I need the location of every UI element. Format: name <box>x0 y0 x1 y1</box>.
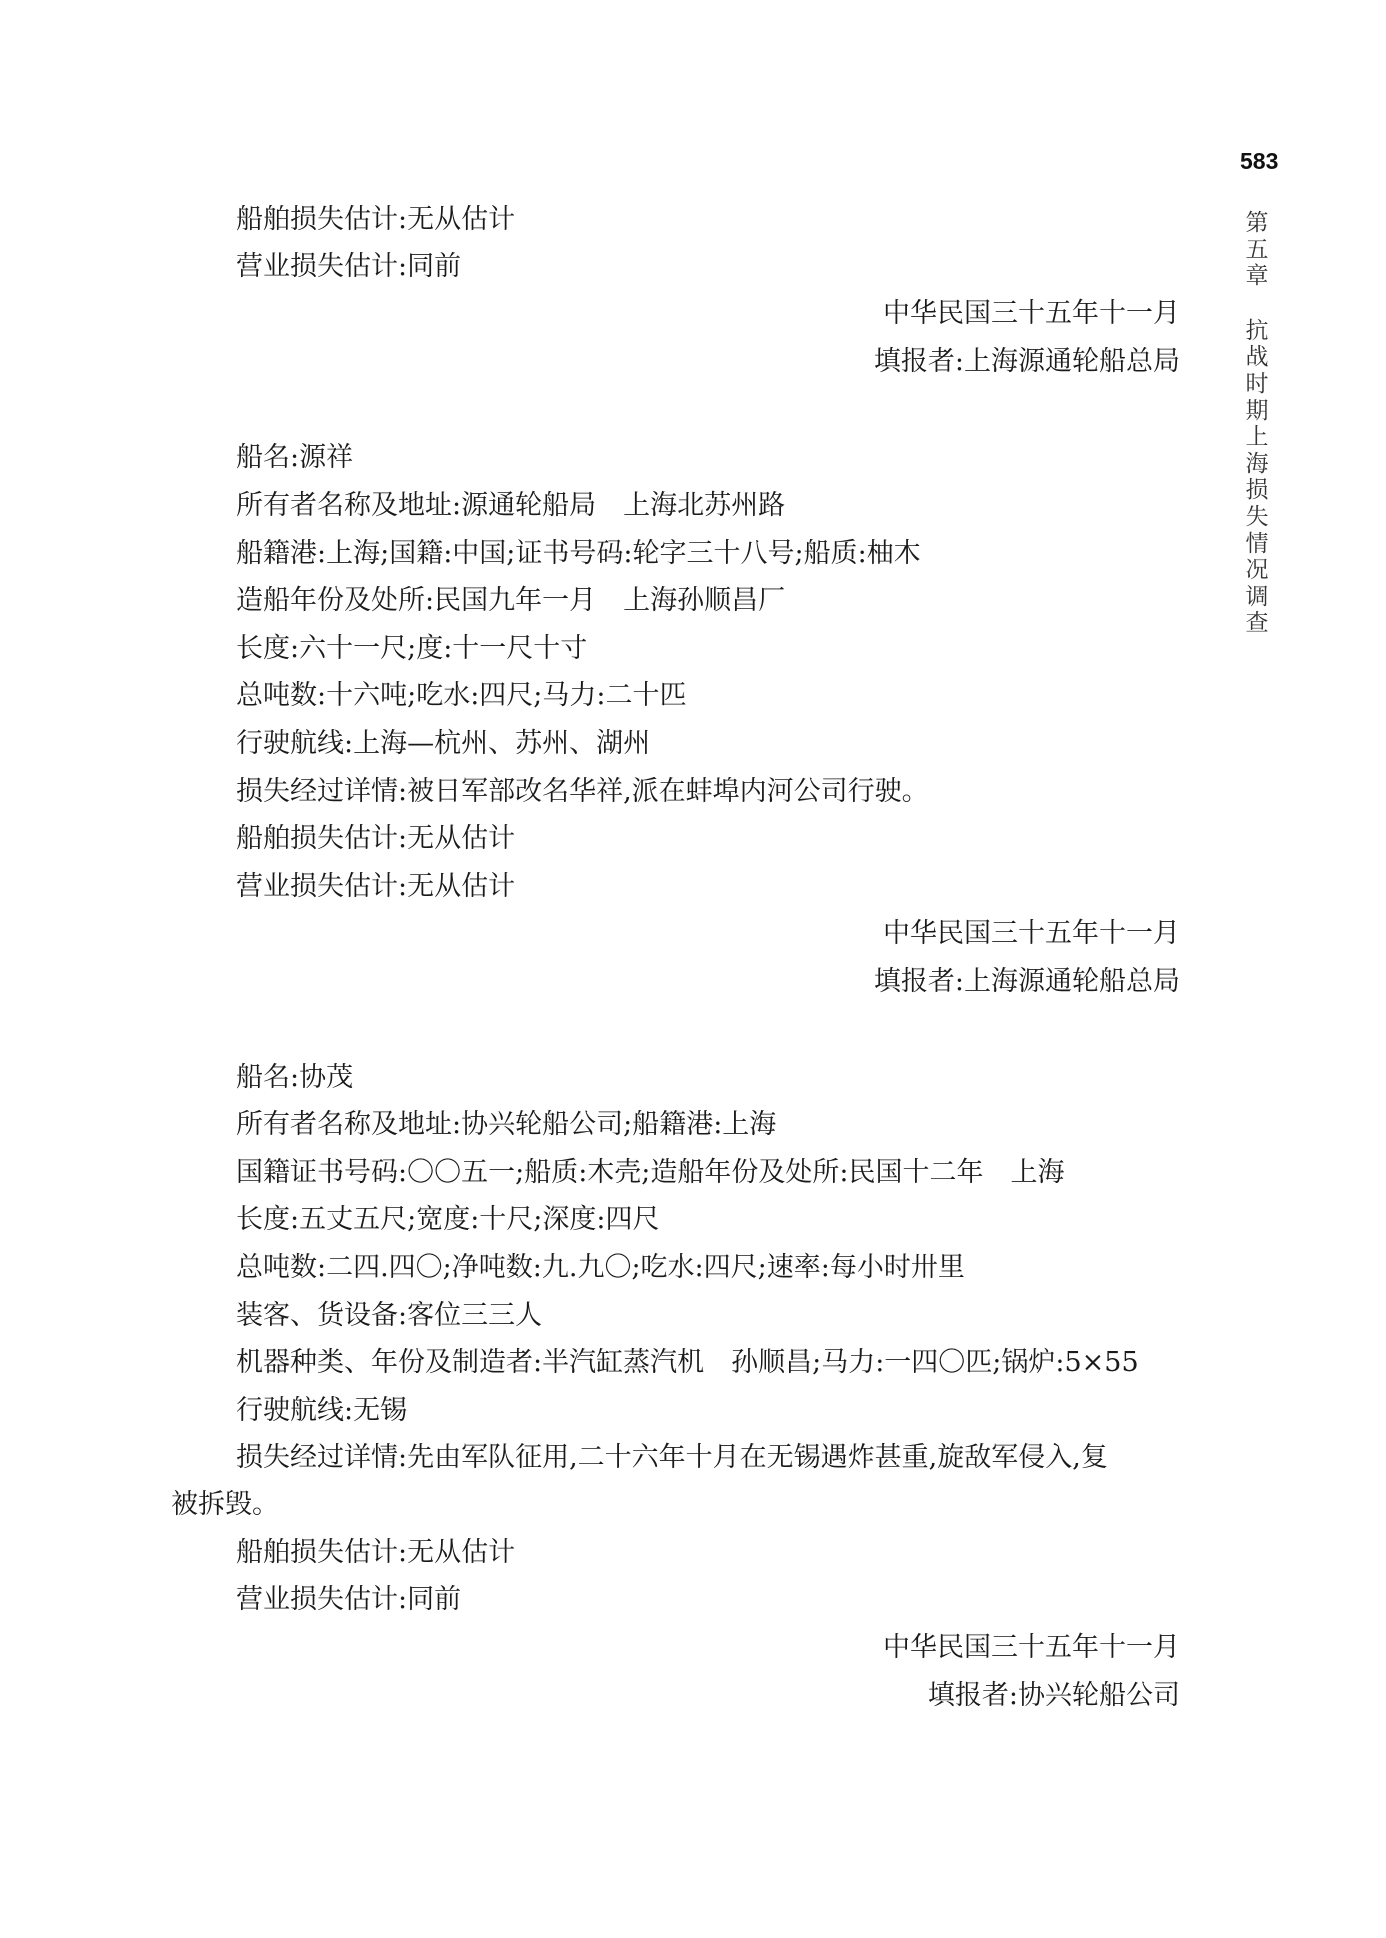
chapter-title-char: 情 <box>1245 530 1269 557</box>
section2-dimensions: 长度:六十一尺;度:十一尺十寸 <box>236 633 588 664</box>
section3-dimensions: 长度:五丈五尺;宽度:十尺;深度:四尺 <box>236 1204 660 1235</box>
section3-equipment: 装客、货设备:客位三三人 <box>236 1300 543 1331</box>
section3-tonnage: 总吨数:二四.四〇;净吨数:九.九〇;吃水:四尺;速率:每小时卅里 <box>236 1252 965 1283</box>
section2-owner: 所有者名称及地址:源通轮船局 上海北苏州路 <box>236 490 786 521</box>
section3-route: 行驶航线:无锡 <box>236 1395 408 1426</box>
section3-ship-loss: 船舶损失估计:无从估计 <box>236 1537 516 1568</box>
chapter-title-char: 五 <box>1245 236 1269 263</box>
section2-ship-loss: 船舶损失估计:无从估计 <box>236 823 516 854</box>
section2-built: 造船年份及处所:民国九年一月 上海孙顺昌厂 <box>236 585 786 616</box>
section3-owner: 所有者名称及地址:协兴轮船公司;船籍港:上海 <box>236 1109 777 1140</box>
section3-ship-name: 船名:协茂 <box>236 1062 354 1093</box>
section2-route: 行驶航线:上海—杭州、苏州、湖州 <box>236 728 651 759</box>
chapter-title-char: 调 <box>1245 583 1269 610</box>
chapter-title-char: 查 <box>1245 610 1269 637</box>
section2-loss-detail: 损失经过详情:被日军部改名华祥,派在蚌埠内河公司行驶。 <box>236 776 929 807</box>
chapter-title-char: 期 <box>1245 397 1269 424</box>
section2-business-loss: 营业损失估计:无从估计 <box>236 871 516 902</box>
section3-reporter: 填报者:协兴轮船公司 <box>927 1680 1180 1711</box>
chapter-title-char: 章 <box>1245 263 1269 290</box>
section3-loss-detail: 损失经过详情:先由军队征用,二十六年十月在无锡遇炸甚重,旋敌军侵入,复 <box>236 1442 1108 1473</box>
chapter-title-char: 损 <box>1245 477 1269 504</box>
section2-reporter: 填报者:上海源通轮船总局 <box>873 966 1180 997</box>
chapter-title-char: 上 <box>1245 424 1269 451</box>
section3-business-loss: 营业损失估计:同前 <box>236 1584 462 1615</box>
section1-business-loss: 营业损失估计:同前 <box>236 251 462 282</box>
chapter-title-char: 失 <box>1245 503 1269 530</box>
section1-ship-loss: 船舶损失估计:无从估计 <box>236 204 516 235</box>
chapter-title-char: 抗 <box>1245 317 1269 344</box>
section3-machinery: 机器种类、年份及制造者:半汽缸蒸汽机 孙顺昌;马力:一四〇匹;锅炉:5×55 <box>236 1347 1139 1378</box>
section3-date: 中华民国三十五年十一月 <box>883 1632 1180 1663</box>
section2-ship-name: 船名:源祥 <box>236 442 354 473</box>
section2-registry: 船籍港:上海;国籍:中国;证书号码:轮字三十八号;船质:柚木 <box>236 538 921 569</box>
chapter-title-char: 海 <box>1245 450 1269 477</box>
section1-date: 中华民国三十五年十一月 <box>883 298 1180 329</box>
chapter-title-char: 战 <box>1245 344 1269 371</box>
chapter-title-vertical <box>1243 210 1271 637</box>
section2-date: 中华民国三十五年十一月 <box>883 918 1180 949</box>
chapter-title-char: 况 <box>1245 557 1269 584</box>
section2-tonnage: 总吨数:十六吨;吃水:四尺;马力:二十匹 <box>236 680 687 711</box>
section3-loss-detail-cont: 被拆毁。 <box>171 1489 279 1520</box>
page-number: 583 <box>1240 148 1279 174</box>
section1-reporter: 填报者:上海源通轮船总局 <box>873 346 1180 377</box>
chapter-title-char: 第 <box>1245 210 1269 236</box>
chapter-title-char: 时 <box>1245 370 1269 397</box>
chapter-title-gap <box>1243 290 1271 318</box>
section3-registry: 国籍证书号码:〇〇五一;船质:木壳;造船年份及处所:民国十二年 上海 <box>236 1157 1065 1188</box>
